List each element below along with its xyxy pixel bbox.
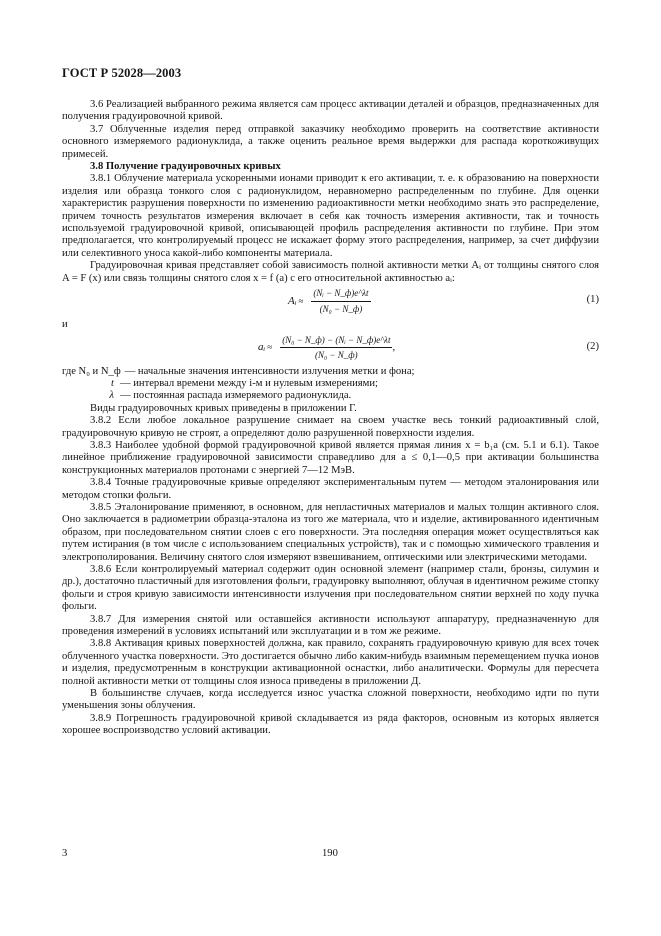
- formula-1-expression: [288, 287, 371, 315]
- formula-1-numerator: (Nᵢ − N_ф)e^λt: [311, 287, 370, 301]
- formula-1-lhs: Aᵢ: [288, 294, 297, 307]
- paragraph-3-8-4: 3.8.4 Точные градуировочные кривые определяют экспериментальным путем — методом эталонирования или методом стопки фольги.: [62, 477, 599, 501]
- footer-sheet-number: 190: [322, 848, 338, 859]
- document-body: [62, 99, 599, 738]
- paragraph-3-8-1: 3.8.1 Облучение материала ускоренными ионами приводит к его активации, т. е. к образованию на поверхности изделия или образца тонкого слоя с радионуклидом, неравномерно распределенным по глубине. Для оценки характеристик разрушения поверхности по изменению радиоактивности метки необходимо знать это распределение, причем точность результатов измерения включает в себя как точность измерения активности, так и точность используемой градуировочной кривой, описывающей профиль распределения активности по глубине. При этом предполагается, что контролируемый процесс не искажает форму этого распределения, например, за счет диффузии или селективного уноса какой-либо компоненты материала.: [62, 173, 599, 259]
- paragraph-3-8-8: 3.8.8 Активация кривых поверхностей должна, как правило, сохранять градуировочную кривую для всех точек облученного участка поверхности. Это достигается обычно либо каким-нибудь взаимным перемещением пучка ионов и изделия, предусмотренным в конструкции активационной оснастки, либо аналитически. Формулы для пересчета полной активности метки от толщины слоя износа приведены в приложении Д.: [62, 638, 599, 687]
- paragraph-3-8-2: 3.8.2 Если любое локальное разрушение снимает на своем участке весь тонкий радиоактивный слой, градуировочную кривую не строят, а определяют долю разрушенной поверхности изделия.: [62, 415, 599, 439]
- paragraph-curve-types: Виды градуировочных кривых приведены в приложении Г.: [90, 402, 357, 414]
- formula-2-expression: [258, 334, 395, 362]
- paragraph-3-8-3: 3.8.3 Наиболее удобной формой градуировочной кривой является прямая линия x = b₁a (см. 5.1 и 6.1). Такое линейное приближение градуировочной зависимости справедливо для a ≤ 0,1—0,5 при активации большинства конструкционных материалов протонами с энергией 7—12 МэВ.: [62, 439, 599, 476]
- formula-1-approx: ≈: [298, 295, 304, 306]
- formula-2-lhs: aᵢ: [258, 341, 266, 354]
- paragraph-3-8-5: 3.8.5 Эталонирование применяют, в основном, для непластичных материалов и малых толщин активного слоя. Оно заключается в радиометрии образца-эталона из того же материала, что и изделие, активированного идентичным образом, при последовательном снятии слоев с его поверхности. Эта последняя операция может осуществляться как путем истирания (в том числе с использованием специальных устройств), так и с помощью химического травления и электрополирования. Величину снятого слоя измеряют взвешиванием, оптическими или электрическими методами.: [62, 501, 599, 563]
- legend-row: [62, 390, 599, 402]
- legend-text: — постоянная распада измеряемого радионуклида.: [120, 390, 352, 402]
- formula-2: [62, 332, 599, 366]
- formula-2-tail: ,: [392, 341, 396, 354]
- legend-symbol: где N₀ и N_ф: [62, 365, 121, 377]
- paragraph-3-8-7: 3.8.7 Для измерения снятой или оставшейся активности используют аппаратуру, предназначенную для проведения измерений в условиях испытаний или эксплуатации и в том же режиме.: [62, 613, 599, 638]
- legend-text: — начальные значения интенсивности излучения метки и фона;: [124, 365, 415, 377]
- formula-2-approx: ≈: [267, 342, 273, 353]
- formula-1: [62, 285, 599, 319]
- legend-row: [62, 366, 599, 378]
- formula-2-fraction: [280, 334, 392, 362]
- legend-symbol: λ: [109, 390, 114, 402]
- formula-2-numerator: (N₀ − N_ф) − (Nᵢ − N_ф)e^λt: [280, 334, 392, 348]
- paragraph-most-cases: В большинстве случаев, когда исследуется износ участка сложной поверхности, необходимо идти по пути уменьшения зоны облучения.: [62, 688, 599, 712]
- paragraph-3-6: 3.6 Реализацией выбранного режима является сам процесс активации деталей и образцов, предназначенных для получения градуировочной кривой.: [62, 99, 599, 123]
- paragraph-3-7: 3.7 Облученные изделия перед отправкой заказчику необходимо проверить на соответствие активности основного измеряемого радионуклида, а также оценить реальное время выдержки для распада короткоживущих примесей.: [62, 123, 599, 160]
- paragraph-3-8-6: 3.8.6 Если контролируемый материал содержит один основной элемент (например стали, бронзы, силумин и др.), достаточно пластичный для изготовления фольги, градуировку выполняют, облучая в идентичном режиме стопку фольги и строя кривую зависимости интенсивности излучения при последовательном снятии верхней по ходу пучка фольги.: [62, 564, 599, 613]
- paragraph-3-8-9: 3.8.9 Погрешность градуировочной кривой складывается из ряда факторов, основным из которых является хорошее воспроизводство условий активации.: [62, 712, 599, 737]
- legend-row: [62, 378, 599, 390]
- footer-page-number: 3: [62, 848, 68, 859]
- formula-1-denominator: (N₀ − N_ф): [319, 303, 363, 314]
- legend-text: — интервал времени между i-м и нулевым измерениями;: [120, 377, 378, 389]
- formula-2-denominator: (N₀ − N_ф): [315, 349, 358, 360]
- paragraph-calibration-curve: Градуировочная кривая представляет собой зависимость полной активности метки Aᵢ от толщины снятого слоя A = F (x) или связь толщины снятого слоя x = f (a) с его относительной активностью aᵢ:: [62, 260, 599, 284]
- formula-legend: [62, 366, 599, 403]
- section-heading-3-8: 3.8 Получение градуировочных кривых: [90, 161, 281, 173]
- document-header: ГОСТ Р 52028—2003: [62, 66, 182, 80]
- legend-symbol: t: [111, 377, 114, 389]
- conjunction-and: и: [62, 319, 68, 331]
- formula-2-number: (2): [586, 340, 599, 352]
- formula-1-fraction: [311, 287, 370, 315]
- formula-1-number: (1): [586, 294, 599, 306]
